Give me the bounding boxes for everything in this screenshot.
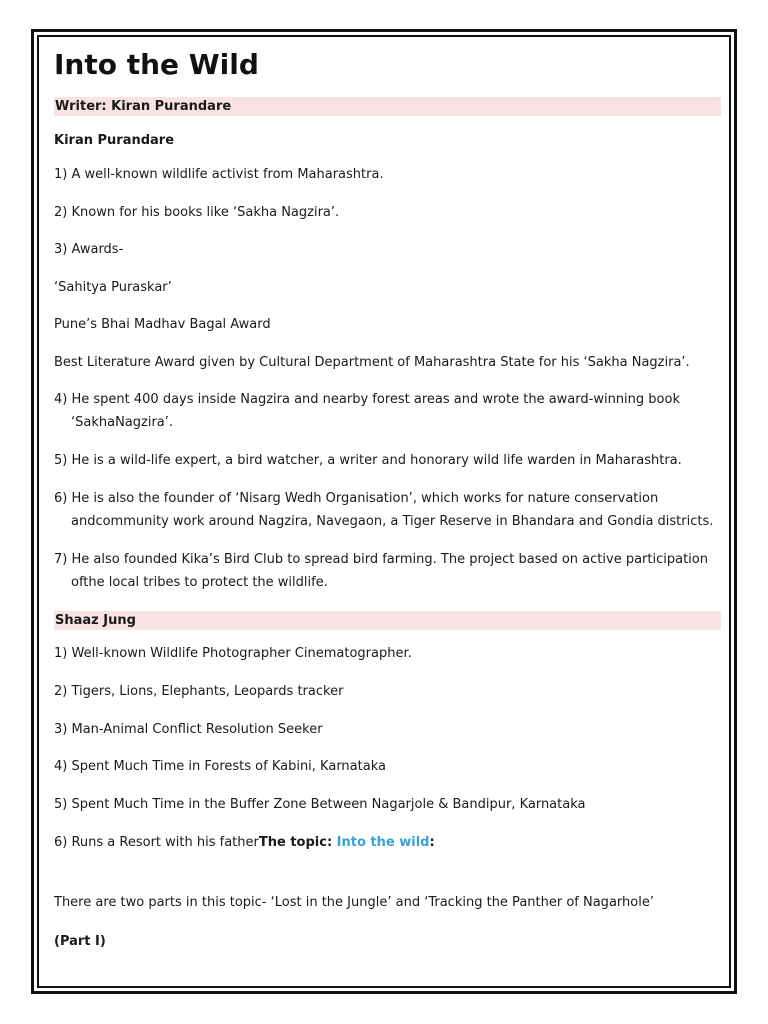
part-label: (Part I): [54, 934, 106, 949]
writer-section-bar: Writer: Kiran Purandare: [54, 97, 721, 116]
kiran-item-4: 4) He spent 400 days inside Nagzira and nearby forest areas and wrote the award-winning book ‘SakhaNagzira’.: [54, 392, 680, 430]
topic-label: The topic:: [258, 835, 337, 850]
shaaz-item-4: 4) Spent Much Time in Forests of Kabini, Karnataka: [54, 759, 386, 774]
kiran-item-5: 5) He is a wild-life expert, a bird watcher, a writer and honorary wild life warden in Maharashtra.: [54, 453, 682, 468]
award-sahitya: ‘Sahitya Puraskar’: [54, 280, 172, 295]
award-best-literature: Best Literature Award given by Cultural Department of Maharashtra State for his ‘Sakha Nagzira’.: [54, 355, 690, 370]
page-inner-border: [37, 35, 731, 988]
topic-colon: :: [429, 835, 435, 850]
kiran-item-3: 3) Awards-: [54, 242, 124, 257]
kiran-item-7: 7) He also founded Kika’s Bird Club to spread bird farming. The project based on active participation ofthe local tribes to protect the wildlife.: [54, 552, 708, 590]
shaaz-item-3: 3) Man-Animal Conflict Resolution Seeker: [54, 722, 323, 737]
shaaz-item-5: 5) Spent Much Time in the Buffer Zone Between Nagarjole & Bandipur, Karnataka: [54, 797, 586, 812]
shaaz-item-6: [54, 831, 721, 854]
page-title: Into the Wild: [54, 48, 259, 81]
shaaz-item-6-text: 6) Runs a Resort with his father: [54, 835, 259, 850]
kiran-item-6: 6) He is also the founder of ‘Nisarg Wedh Organisation’, which works for nature conservation andcommunity work around Nagzira, Navegaon, a Tiger Reserve in Bhandara and Gondia districts.: [54, 491, 714, 529]
kiran-item-1: 1) A well-known wildlife activist from Maharashtra.: [54, 167, 384, 182]
topic-link[interactable]: Into the wild: [336, 835, 430, 850]
award-pune: Pune’s Bhai Madhav Bagal Award: [54, 317, 271, 332]
topic-description: There are two parts in this topic- ‘Lost in the Jungle’ and ‘Tracking the Panther of Nagarhole’: [54, 895, 654, 910]
page-outer-border: [31, 29, 737, 994]
kiran-item-2: 2) Known for his books like ‘Sakha Nagzira’.: [54, 205, 340, 220]
kiran-heading: Kiran Purandare: [54, 133, 175, 148]
shaaz-item-1: 1) Well-known Wildlife Photographer Cinematographer.: [54, 646, 412, 661]
shaaz-item-2: 2) Tigers, Lions, Elephants, Leopards tracker: [54, 684, 344, 699]
shaaz-section-bar: Shaaz Jung: [54, 611, 721, 630]
